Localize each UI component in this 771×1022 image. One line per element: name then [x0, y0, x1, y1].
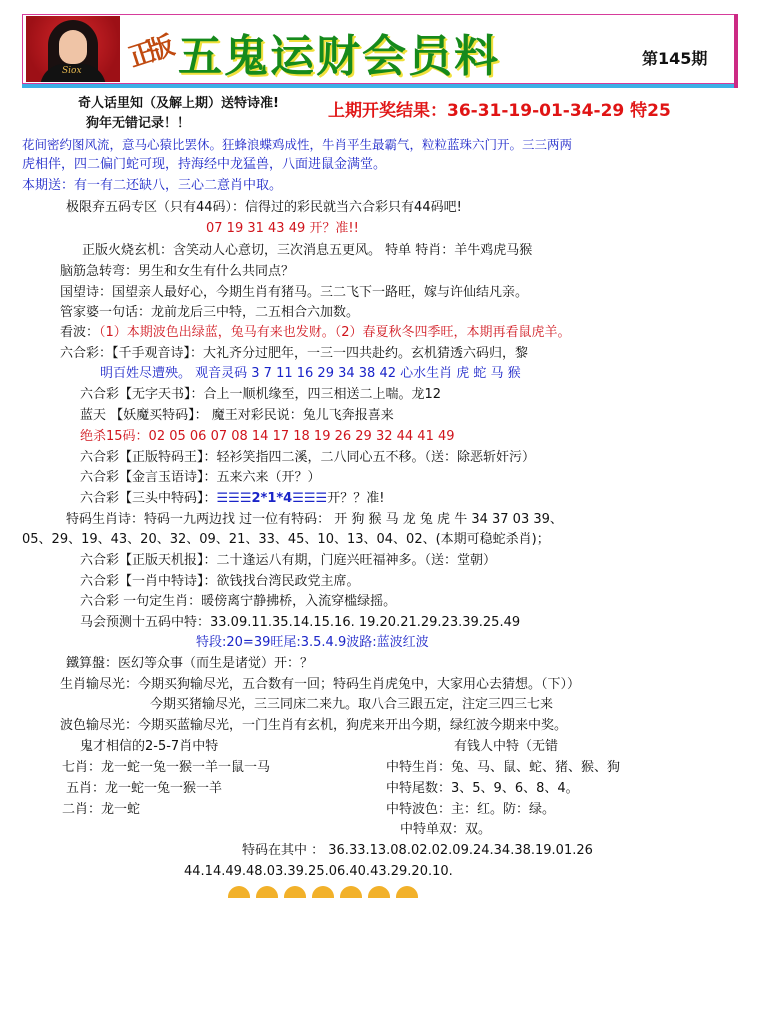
deco-shape — [368, 886, 390, 898]
line-poem-2: 虎相伴，四二偏门蛇可现，持海经中龙猛兽，八面进鼠金满堂。 — [22, 157, 387, 172]
header-underline — [22, 84, 738, 88]
line-guowang-poem: 国望诗：国望亲人最好心，今期生肖有猪马。三二飞下一路旺，嫁与许仙结凡亲。 — [60, 285, 529, 300]
line-wave-color — [60, 325, 571, 341]
page-title: 五鬼运财会员料 — [178, 31, 500, 82]
line-fifteen-predict: 马会预测十五码中特：33.09.11.35.14.15.16. 19.20.21.29.23.39.25.49 — [80, 615, 521, 630]
line-poem-1: 花间密约图风流，意马心猿比罢休。狂蜂浪蝶鸡成性，牛肖平生最霸气，粒粒蓝珠六门开。三三两两 — [22, 137, 573, 152]
line-housekeeper: 管家婆一句话：龙前龙后三中特，二五相合六加数。 — [60, 305, 360, 320]
line-this-issue-gift: 本期送：有一有二还缺八，三心二意肖中取。 — [22, 178, 283, 193]
wave-color-text: （1）本期波色出绿蓝，兔马有来也发财。（2）春夏秋冬四季旺，本期再看鼠虎羊。 — [99, 325, 571, 340]
line-winning-color: 中特波色：主：红。防：绿。 — [386, 802, 556, 817]
deco-shape — [396, 886, 418, 898]
avatar-face — [59, 30, 87, 64]
avatar — [26, 16, 120, 82]
line-one-phrase: 六合彩 一句定生肖：暖傍离宁静拂桥，入流穿槛绿摇。 — [80, 594, 397, 609]
line-kill-fifteen: 绝杀15码：02 05 06 07 08 14 17 18 19 26 29 32 44 41 49 — [80, 429, 455, 444]
line-wordless-book: 六合彩【无字天书】：合上一顺机缘至，四三相送二上喘。龙12 — [80, 387, 442, 402]
line-pig-lose: 今期买猪输尽光，三三同床二来九。取八合三跟五定，注定三四三七来 — [150, 697, 554, 712]
line-seven-zodiac: 七肖：龙一蛇一兔一猴一羊一鼠一马 — [62, 760, 271, 775]
line-color-lose: 波色输尽光：今期买蓝输尽光，一门生肖有玄机，狗虎来开出今期，绿红波今期来中奖。 — [60, 718, 568, 733]
line-code-within-1: 特码在其中 ： 36.33.13.08.02.02.09.24.34.38.19.01.26 — [242, 843, 593, 858]
line-winning-zodiac: 中特生肖：兔、马、鼠、蛇、猪、猴、狗 — [386, 760, 621, 775]
line-kill-five-zone: 极限弃五码专区（只有44码）：信得过的彩民就当六合彩只有44码吧! — [66, 200, 462, 215]
line-rich-man: 有钱人中特（无错 — [454, 739, 559, 754]
line-riddle-intro: 奇人话里知（及解上期）送特诗准! — [78, 96, 279, 111]
line-odd-even: 中特单双：双。 — [400, 822, 492, 837]
line-fire-mystery: 正版火烧玄机：含笑动人心意切，三次消息五更风。 特单 特肖：羊牛鸡虎马猴 — [82, 243, 533, 258]
three-heads-label: 六合彩【三头中特码】： — [80, 491, 217, 506]
line-brain-teaser: 脑筋急转弯：男生和女生有什么共同点？ — [60, 264, 295, 279]
header-side-bar — [734, 14, 738, 88]
line-two-zodiac: 二肖：龙一蛇 — [62, 802, 141, 817]
three-heads-suffix: 开？？准! — [327, 491, 385, 506]
line-no-error-record: 狗年无错记录！！ — [86, 116, 191, 131]
deco-shape — [340, 886, 362, 898]
line-special-code-king: 六合彩【正版特码王】：轻衫笑指四二溪，二八同心五不移。（送：除恶斩奸污） — [80, 450, 536, 465]
line-zodiac-numbers: 05、29、19、43、20、32、09、21、33、45、10、13、04、02、(本期可稳蛇杀肖)； — [22, 532, 550, 547]
last-result: 上期开奖结果：36-31-19-01-34-29 特25 — [328, 101, 671, 121]
deco-shape — [284, 886, 306, 898]
line-iron-abacus: 鐵算盤：医幻等众事（而生是诸觉）开：？ — [66, 656, 314, 671]
line-ghost-257: 鬼才相信的2-5-7肖中特 — [80, 739, 219, 754]
issue-number: 第145期 — [642, 49, 708, 68]
line-golden-words: 六合彩【金言玉语诗】：五来六来（开？） — [80, 470, 321, 485]
line-special-segment: 特段:20=39旺尾:3.5.4.9波路:蓝波红波 — [196, 635, 429, 650]
avatar-signature: Siox — [62, 66, 82, 76]
brand-mark: 正版 — [125, 32, 173, 74]
line-one-zodiac-poem: 六合彩【一肖中特诗】：欲钱找台湾民政党主席。 — [80, 574, 360, 589]
line-guanyin-poem: 六合彩：【千手观音诗】：大礼齐分过肥年，一三一四共赴约。玄机猜透六码归，黎 — [60, 346, 529, 361]
deco-shape — [256, 886, 278, 898]
line-demon-code: 蓝天 【妖魔买特码】： 魔王对彩民说：兔儿飞奔报喜来 — [80, 408, 394, 423]
line-guanyin-numbers: 明百姓尽遭殃。 观音灵码 3 7 11 16 29 34 38 42 心水生肖 虎 蛇 马 猴 — [100, 366, 521, 381]
three-heads-code: ☰☰☰2*1*4☰☰☰ — [216, 491, 328, 506]
line-zodiac-poem: 特码生肖诗：特码一九两边找 过一位有特码： 开 狗 猴 马 龙 兔 虎 牛 34 37 03 39、 — [66, 512, 563, 527]
line-five-zodiac: 五肖：龙一蛇一兔一猴一羊 — [66, 781, 223, 796]
wave-color-label: 看波： — [60, 325, 100, 340]
bottom-decoration — [228, 882, 458, 898]
line-heaven-report: 六合彩【正版天机报】：二十逢运八有期，门庭兴旺福神多。（送：堂朝） — [80, 553, 497, 568]
line-three-heads — [80, 491, 384, 507]
line-kill-five-numbers: 07 19 31 43 49 开？准!! — [206, 221, 359, 236]
deco-shape — [228, 886, 250, 898]
deco-shape — [312, 886, 334, 898]
line-code-within-2: 44.14.49.48.03.39.25.06.40.43.29.20.10. — [184, 864, 453, 879]
line-winning-tail: 中特尾数：3、5、9、6、8、4。 — [386, 781, 579, 796]
line-zodiac-lose: 生肖输尽光：今期买狗输尽光，五合数有一回；特码生肖虎兔中，大家用心去猜想。（下）） — [60, 677, 581, 692]
